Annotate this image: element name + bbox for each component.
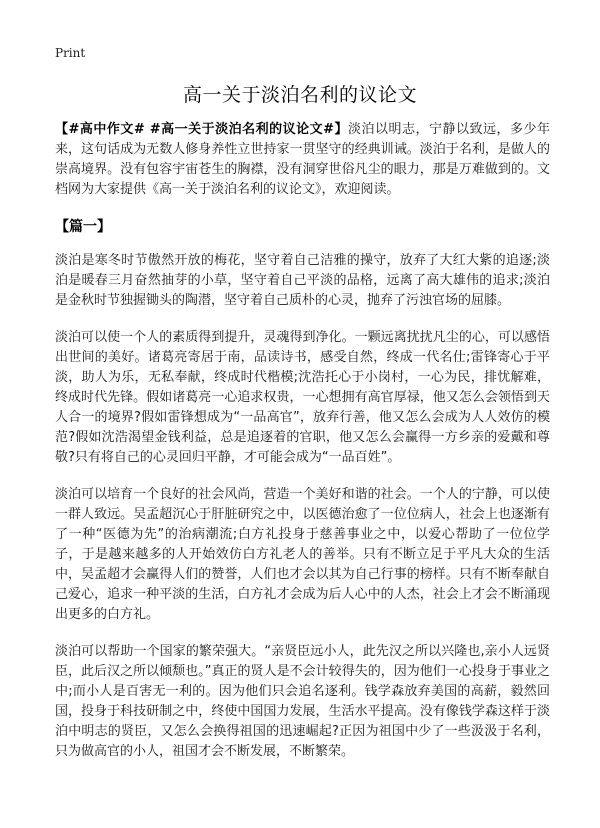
body-paragraph-1: 淡泊是寒冬时节傲然开放的梅花，坚守着自己洁雅的操守，放弃了大红大紫的追逐;淡泊是暖春三月奋然抽芽的小草，坚守着自己平淡的品格，远离了高大雄伟的追求;淡泊是金秋时节独握锄头的陶潜，坚守着自己质朴的心灵，抛弃了污浊官场的屈膝。 bbox=[55, 253, 550, 308]
intro-tags: 【#高中作文# #高一关于淡泊名利的议论文#】 bbox=[55, 122, 349, 137]
body-paragraph-3: 淡泊可以培育一个良好的社会风尚，营造一个美好和谐的社会。一个人的宁静，可以使一群人致远。吴孟超沉心于肝脏研究之中，以医德治愈了一位位病人，社会上也逐渐有了一种“医德为先”的治病潮流;白方礼投身于慈善事业之中，以爱心帮助了一位位学子，于是越来越多的人开始效仿白方礼老人的善举。只有不断立足于平凡大众的生活中，吴孟超才会赢得人们的赞誉，人们也才会以其为自己行事的榜样。只有不断奉献自己爱心，追求一种平淡的生活，白方礼才会成为后人心中的人杰，社会上才会不断涌现出更多的白方礼。 bbox=[55, 487, 550, 622]
intro-text: 淡泊以明志，宁静以致远，多少年来，这句话成为无数人修身养性立世持家一贯坚守的经典训诫。淡泊于名利，是做人的崇高境界。没有包容宇宙苍生的胸襟，没有洞穿世俗凡尘的眼力，那是万难做到的。文档网为大家提供《高一关于淡泊名利的议论文》，欢迎阅读。 bbox=[55, 122, 550, 197]
document-title: 高一关于淡泊名利的议论文 bbox=[182, 84, 417, 106]
print-label: Print bbox=[55, 46, 86, 60]
section-heading: 【篇一】 bbox=[55, 219, 111, 235]
document-body bbox=[55, 120, 550, 779]
intro-paragraph bbox=[55, 120, 550, 200]
body-paragraph-2: 淡泊可以使一个人的素质得到提升，灵魂得到净化。一颗远离扰扰凡尘的心，可以感悟出世间的美好。诸葛亮寄居于南，品读诗书，感受自然，终成一代名仕;雷锋寄心于平淡，助人为乐，无私奉献，终成时代楷模;沈浩托心于小岗村，一心为民，排忧解难，终成时代先锋。假如诸葛亮一心追求权贵，一心想拥有高官厚禄，他又怎么会领悟到天人合一的境界?假如雷锋想成为“一品高官”，放弃行善，他又怎么会成为人人效仿的模范?假如沈浩渴望金钱利益，总是追逐着的官职，他又怎么会赢得一方乡亲的爱戴和尊敬?只有将自己的心灵回归平静，才可能会成为“一品百姓”。 bbox=[55, 330, 550, 465]
body-paragraph-4: 淡泊可以帮助一个国家的繁荣强大。“亲贤臣远小人，此先汉之所以兴隆也,亲小人远贤臣，此后汉之所以倾颓也。”真正的贤人是不会计较得失的，因为他们一心投身于事业之中;而小人是百害无一利的。因为他们只会追名逐利。钱学森放弃美国的高薪，毅然回国，投身于科技研制之中，终使中国国力发展，生活水平提高。没有像钱学森这样于淡泊中明志的贤臣，又怎么会换得祖国的迅速崛起?正因为祖国中少了一些汲汲于名利，只为做高官的小人，祖国才会不断发展，不断繁荣。 bbox=[55, 644, 550, 759]
